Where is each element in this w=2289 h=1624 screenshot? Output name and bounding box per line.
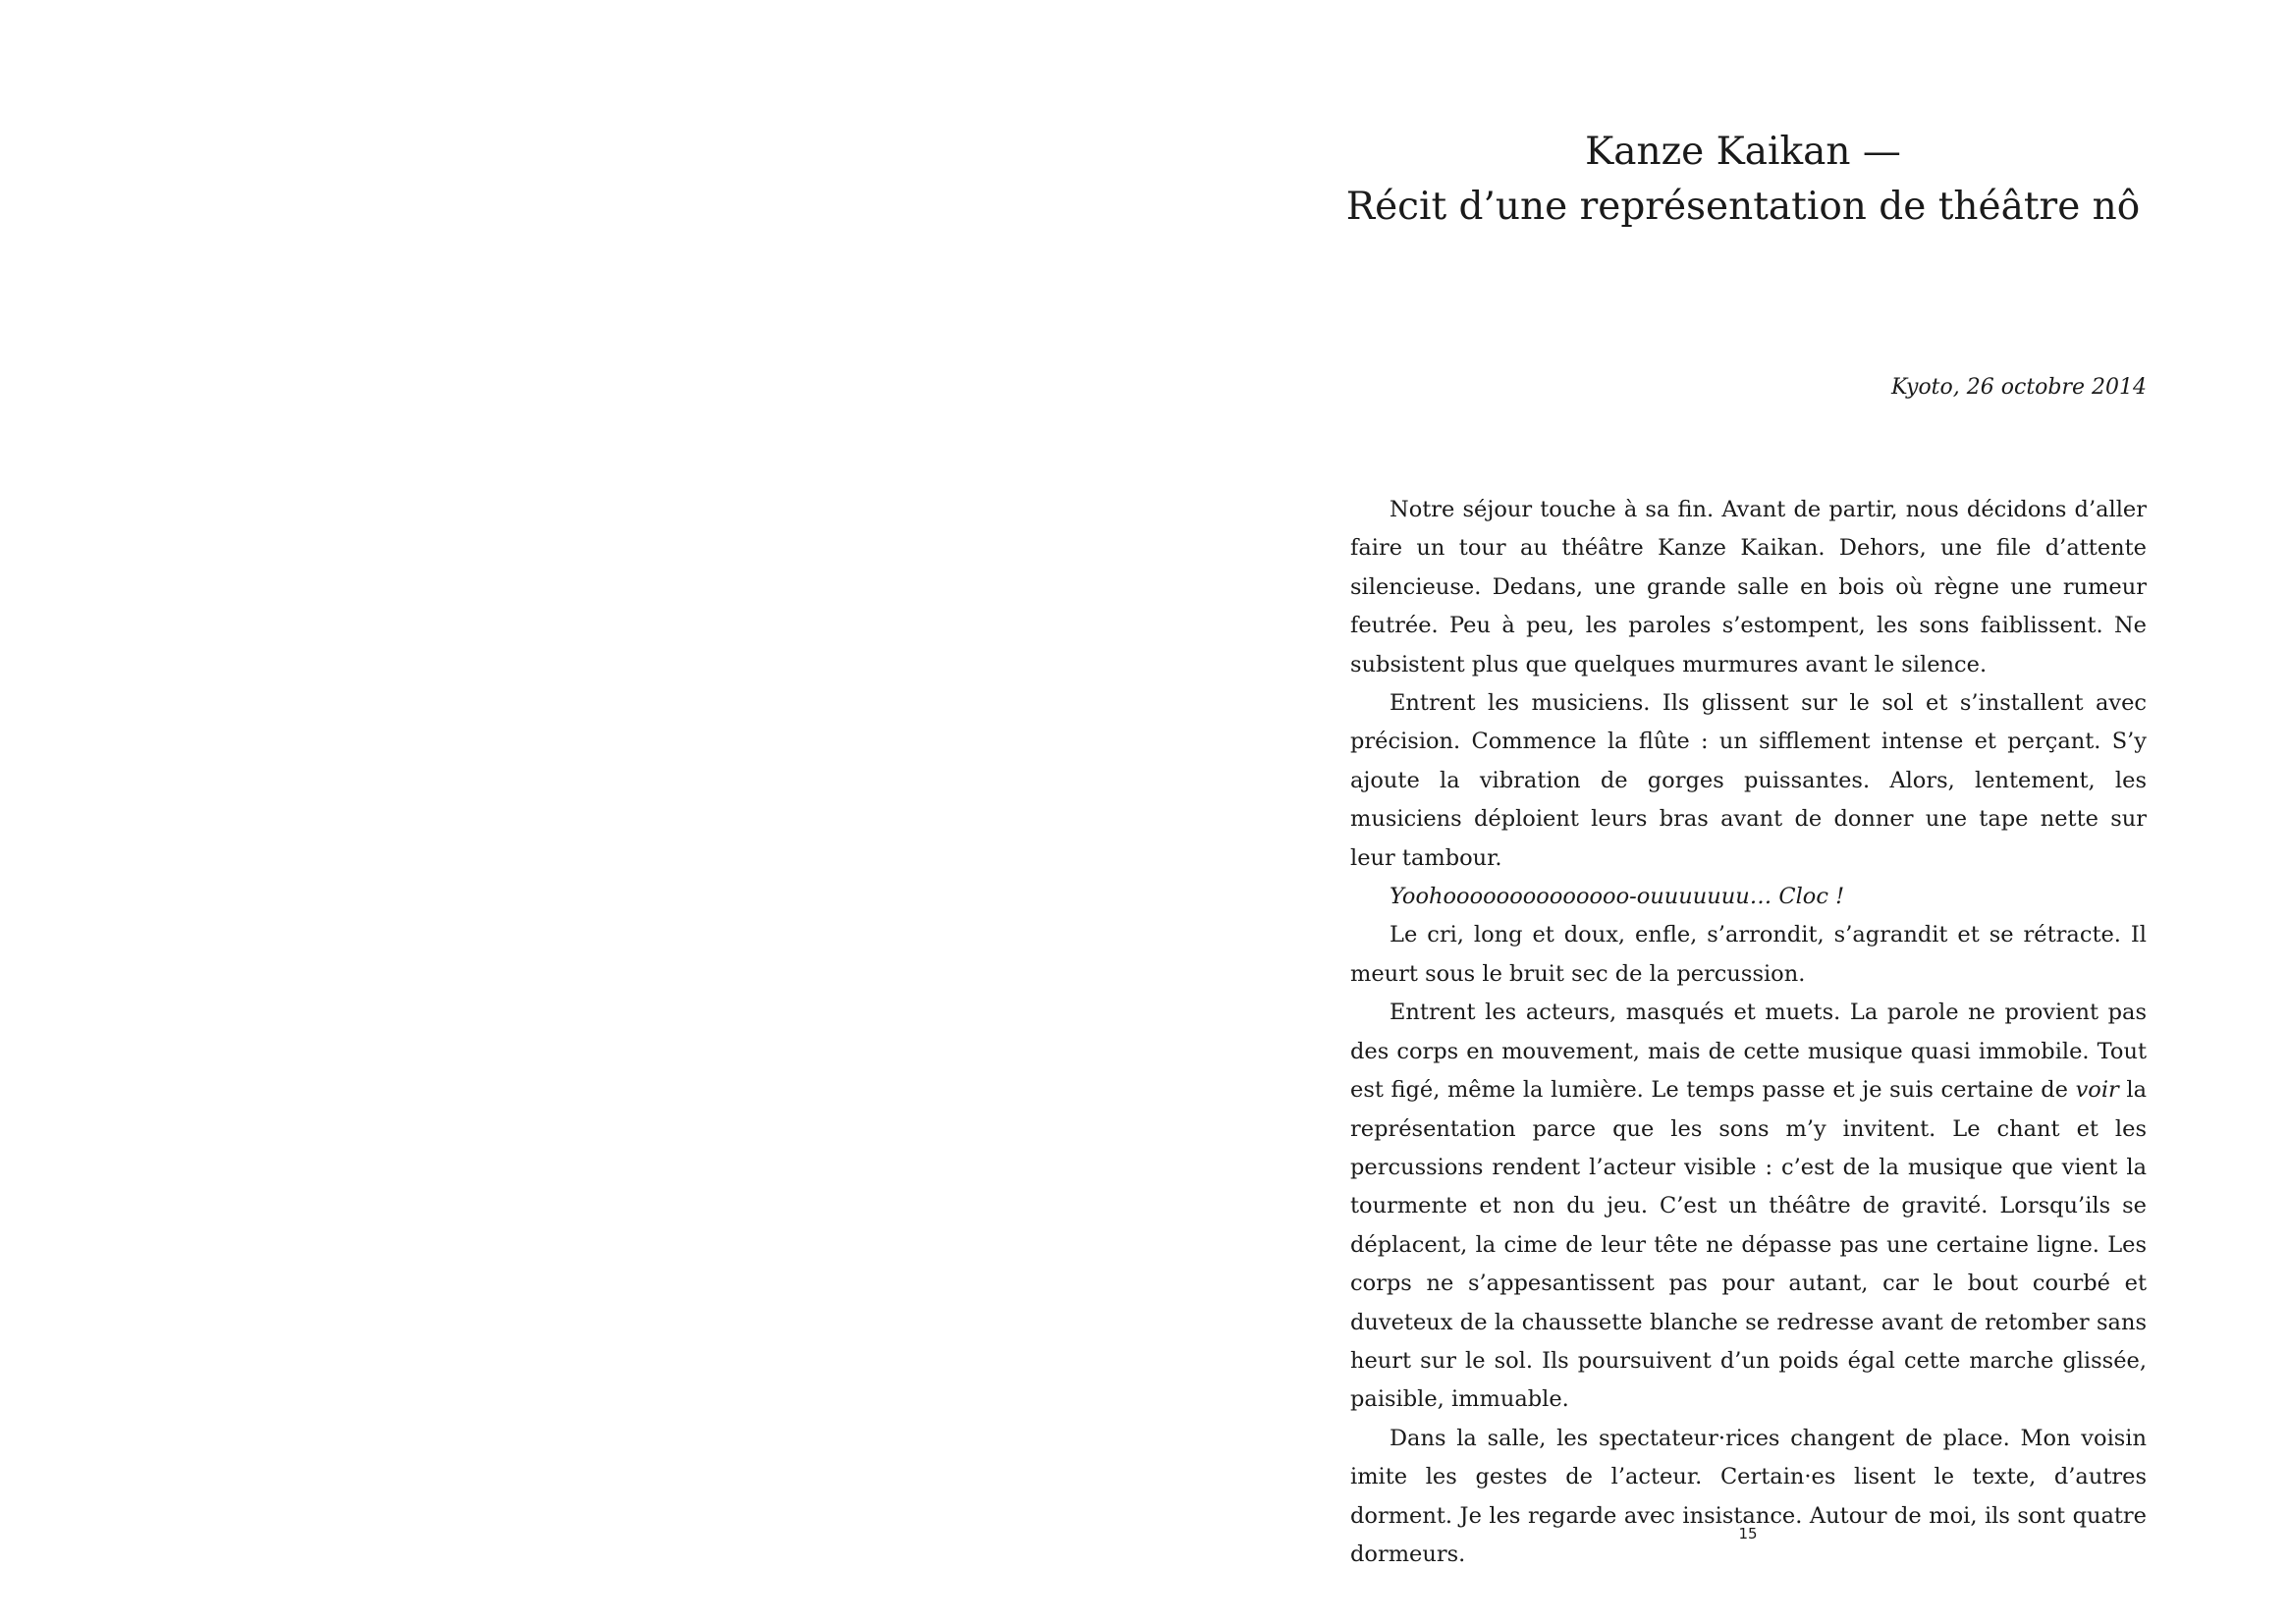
paragraph-5 [1350, 994, 2147, 1419]
paragraph-5-part-2: la représentation parce que les sons m’y invitent. Le chant et les percussions rendent l’acteur visible : c’est de la musique que vient la tourmente et non du jeu. C’est un théâtre de gravité. Lorsqu’ils se déplacent, la cime de leur tête ne dépasse pas une certaine ligne. Les corps ne s’appesantissent pas pour autant, car le bout courbé et duveteux de la chaussette blanche se redresse avant de retomber sans heurt sur le sol. Ils poursuivent d’un poids égal cette marche glissée, paisible, immuable. [1350, 1077, 2148, 1413]
paragraph-2: Entrent les musiciens. Ils glissent sur le sol et s’installent avec précision. Commence la flûte : un sifflement intense et perçant. S’y ajoute la vibration de gorges puissantes. Alors, lentement, les musiciens déploient leurs bras avant de donner une tape nette sur leur tambour. [1350, 690, 2147, 871]
page-number: 15 [1738, 1525, 1758, 1543]
paragraph-4: Le cri, long et doux, enfle, s’arrondit, s’agrandit et se rétracte. Il meurt sous le bruit sec de la percussion. [1350, 922, 2147, 987]
paragraph-1: Notre séjour touche à sa fin. Avant de partir, nous décidons d’aller faire un tour au théâtre Kanze Kaikan. Dehors, une file d’attente silencieuse. Dedans, une grande salle en bois où règne une rumeur feutrée. Peu à peu, les paroles s’estompent, les sons faiblissent. Ne subsistent plus que quelques murmures avant le silence. [1350, 497, 2147, 677]
chapter-title-line-2: Récit d’une représentation de théâtre nô [1345, 185, 2141, 229]
chapter-title [1252, 125, 2234, 235]
left-page-blank [0, 0, 1144, 1624]
paragraph-5-emphasis: voir [2075, 1077, 2119, 1104]
paragraph-5-part-1: Entrent les acteurs, masqués et muets. La parole ne provient pas des corps en mouvement, mais de cette musique quasi immobile. Tout est figé, même la lumière. Le temps passe et je suis certaine de [1350, 1000, 2147, 1104]
body-text [1350, 491, 2147, 1574]
dateline: Kyoto, 26 octobre 2014 [1890, 375, 2147, 400]
paragraph-6: Dans la salle, les spectateur·rices changent de place. Mon voisin imite les gestes de l’acteur. Certain·es lisent le texte, d’autres dorment. Je les regarde avec insistance. Autour de moi, ils sont quatre dormeurs. [1350, 1425, 2147, 1567]
paragraph-3-cry: Yoohoooooooooooooo-ouuuuuuu… Cloc ! [1390, 884, 1845, 910]
chapter-title-line-1: Kanze Kaikan — [1585, 130, 1901, 174]
